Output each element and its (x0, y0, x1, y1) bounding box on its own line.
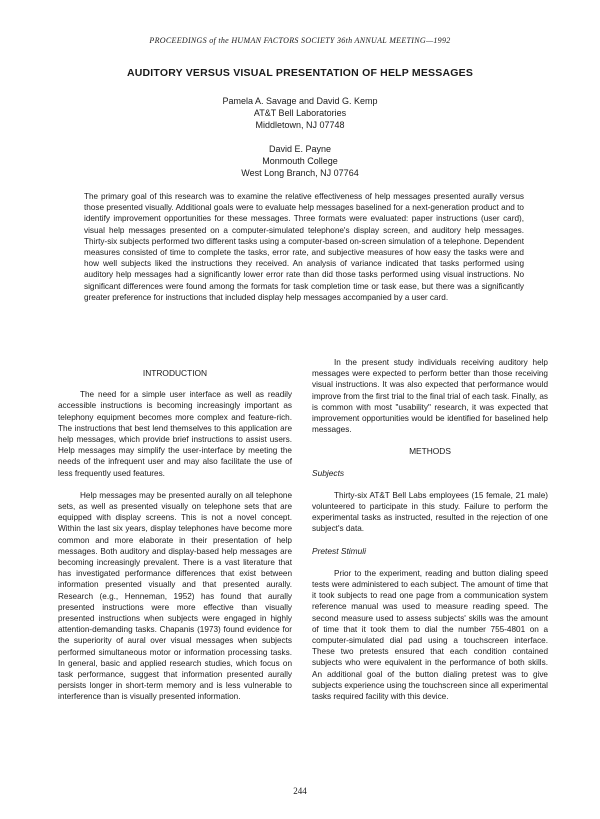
paragraph: Help messages may be presented aurally on all telephone sets, as well as presented visually on telephone sets that are equipped with display screens. This is not a novel concept. Within the last six years, display telephones have become more common and more elaborate in their presentation of help messages. Both auditory and display-based help messages are becoming increasingly prevalent. There is a vast literature that has investigated performance differences that exist between information presented visually and that presented aurally. Research (e.g., Henneman, 1952) has found that aurally presented instructions were more effective than visually presented instructions when subjects were engaged in highly attention-demanding tasks. Chapanis (1973) found evidence for the superiority of aural over visual messages when subjects performed simultaneous motor or information processing tasks. In general, basic and applied research studies, which focus on task performance, suggest that information presented aurally persists longer in short-term memory and is less vulnerable to interference than is visually presented information. (58, 490, 292, 702)
paragraph: Prior to the experiment, reading and button dialing speed tests were administered to each subject. The amount of time that it took subjects to read one page from a communication system reference manual was used to measure reading speed. The second measure used to assess subjects' skills was the amount of time that it took them to dial the number 755-4801 on a computer-simulated dial pad using a touchscreen interface. These two pretests ensured that each condition contained subjects who were equivalent in the performance of both skills. An additional goal of the button dialing pretest was to give subjects experience using the touchscreen since all experimental tasks required facility with this device. (312, 568, 548, 702)
author-names: David E. Payne (268, 144, 332, 154)
subheading-subjects: Subjects (312, 467, 345, 478)
author-block-1 (0, 95, 600, 131)
section-heading-methods: METHODS (409, 446, 451, 457)
author-location: West Long Branch, NJ 07764 (241, 168, 359, 178)
page-number: 244 (293, 786, 307, 796)
author-affiliation: Monmouth College (262, 156, 338, 166)
subheading-pretest-stimuli: Pretest Stimuli (312, 545, 366, 556)
author-location: Middletown, NJ 07748 (255, 120, 345, 130)
abstract: The primary goal of this research was to examine the relative effectiveness of help messages presented aurally versus those presented visually. Additional goals were to evaluate help messages baselined for a next-generation product and to identify improvement opportunities for these messages. Three formats were evaluated: paper instructions (user card), visual help messages presented on a computer-simulated telephone's display screen, and auditory help messages. Thirty-six subjects performed two different tasks using a computer-based on-screen simulation of a telephone. Dependent measures consisted of time to complete the tasks, error rate, and subjective measures of how easy the tasks were and how well subjects liked the instructions they received. An analysis of variance indicated that tasks performed using auditory help messages had a significantly lower error rate than did those tasks performed using visual instructions. No significant differences were found among the formats for task completion time or task ease, but there was a significantly greater preference for instructions that included display help messages accompanied by a user card. (84, 192, 524, 302)
paragraph: In the present study individuals receiving auditory help messages were expected to perform better than those receiving visual instructions. It was also expected that performance would improve from the first trial to the final trial of each task. Finally, as is common with most "usability" research, it was expected that improvement opportunities would be identified for baselined help messages. (312, 358, 548, 435)
paragraph: Thirty-six AT&T Bell Labs employees (15 female, 21 male) volunteered to participate in this study. Failure to perform the experimental tasks as instructed, resulted in the rejection of one subject's data. (312, 490, 548, 534)
right-column (312, 357, 548, 713)
running-header: PROCEEDINGS of the HUMAN FACTORS SOCIETY 36th ANNUAL MEETING—1992 (149, 36, 451, 45)
author-names: Pamela A. Savage and David G. Kemp (222, 96, 378, 106)
section-heading-introduction: INTRODUCTION (142, 368, 208, 378)
author-block-2 (0, 143, 600, 179)
left-column (58, 368, 292, 714)
paragraph: The need for a simple user interface as well as readily accessible instructions is becoming increasingly important as telephony equipment becomes more complex and feature-rich. The instructions that best lend themselves to this application are help messages, which provide brief instructions to assist users. Help messages may simplify the user-interface by meeting the needs of the infrequent user and may also facilitate the use of less frequently used features. (58, 390, 292, 478)
author-affiliation: AT&T Bell Laboratories (253, 108, 347, 118)
paper-title: AUDITORY VERSUS VISUAL PRESENTATION OF HELP MESSAGES (126, 67, 474, 79)
